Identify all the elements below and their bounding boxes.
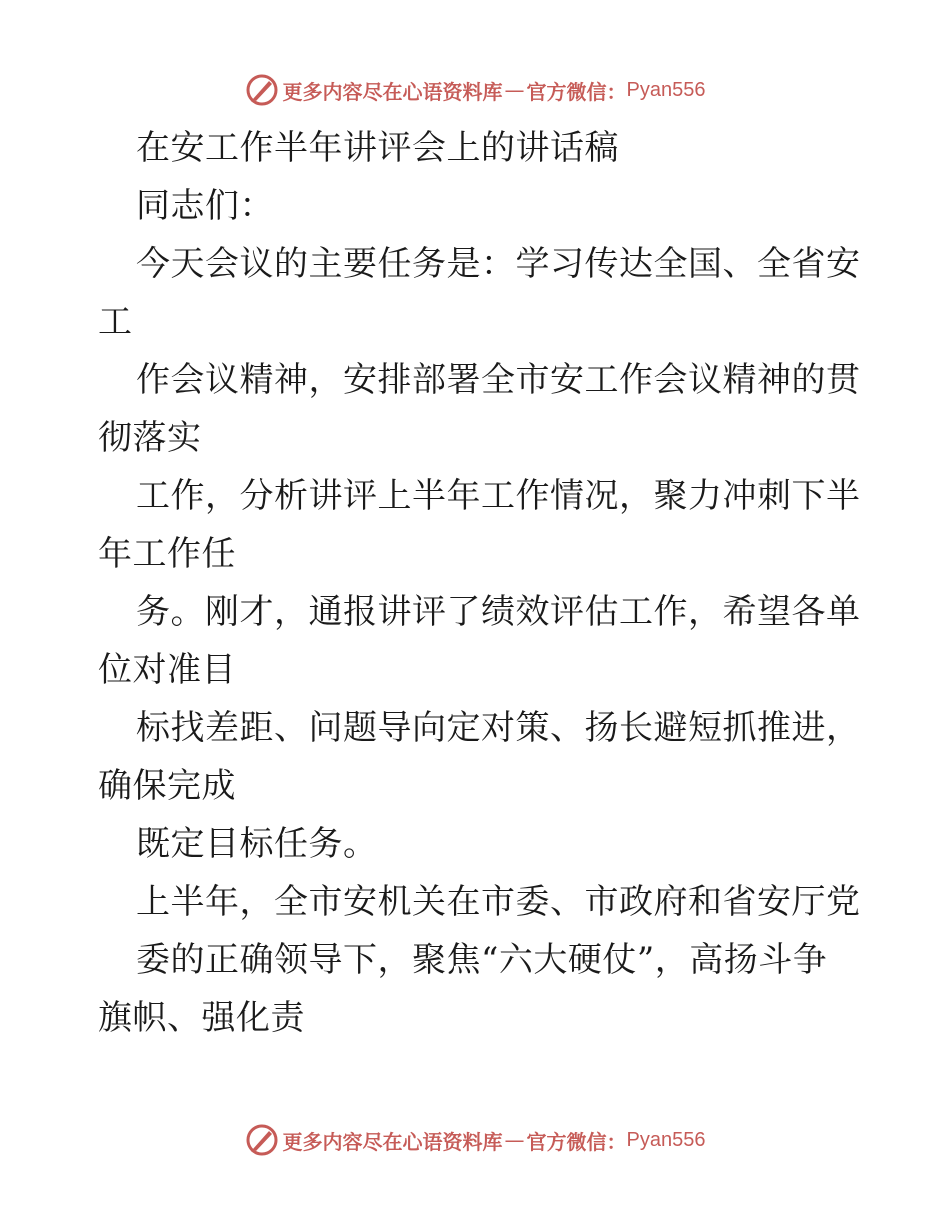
paragraph-line: 旗帜、强化责	[98, 998, 305, 1038]
watermark-wechat-label: 官方微信：	[526, 79, 627, 104]
paragraph-line: 作会议精神，安排部署全市安工作会议精神的贯	[136, 360, 861, 400]
quill-pen-logo-icon	[245, 1123, 279, 1157]
watermark-brand: 更多内容尽在心语资料库	[282, 79, 503, 104]
salutation: 同志们：	[136, 186, 274, 226]
watermark-brand: 更多内容尽在心语资料库	[282, 1129, 503, 1154]
watermark-wechat-id: Pyan556	[626, 78, 706, 101]
watermark-wechat-id: Pyan556	[626, 1128, 706, 1151]
paragraph-line: 务。刚才，通报讲评了绩效评估工作，希望各单	[136, 592, 861, 632]
footer-watermark	[0, 1120, 950, 1160]
paragraph-line: 委的正确领导下，聚焦“六大硬仗”，高扬斗争	[136, 940, 828, 980]
paragraph-line: 位对准目	[98, 650, 236, 690]
paragraph-line: 年工作任	[98, 534, 236, 574]
document-title: 在安工作半年讲评会上的讲话稿	[136, 128, 619, 168]
paragraph-line: 确保完成	[98, 766, 236, 806]
paragraph-line: 工作，分析讲评上半年工作情况，聚力冲刺下半	[136, 476, 861, 516]
paragraph-line: 今天会议的主要任务是：学习传达全国、全省安	[136, 244, 861, 284]
quill-pen-logo-icon	[245, 73, 279, 107]
paragraph-line: 上半年，全市安机关在市委、市政府和省安厅党	[136, 882, 861, 922]
paragraph-line: 工	[98, 302, 133, 342]
paragraph-line: 彻落实	[98, 418, 202, 458]
paragraph-line: 既定目标任务。	[136, 824, 378, 864]
header-watermark	[0, 70, 950, 110]
watermark-separator: —	[504, 78, 525, 102]
watermark-separator: —	[504, 1128, 525, 1152]
watermark-wechat-label: 官方微信：	[526, 1129, 627, 1154]
paragraph-line: 标找差距、问题导向定对策、扬长避短抓推进，	[136, 708, 861, 748]
